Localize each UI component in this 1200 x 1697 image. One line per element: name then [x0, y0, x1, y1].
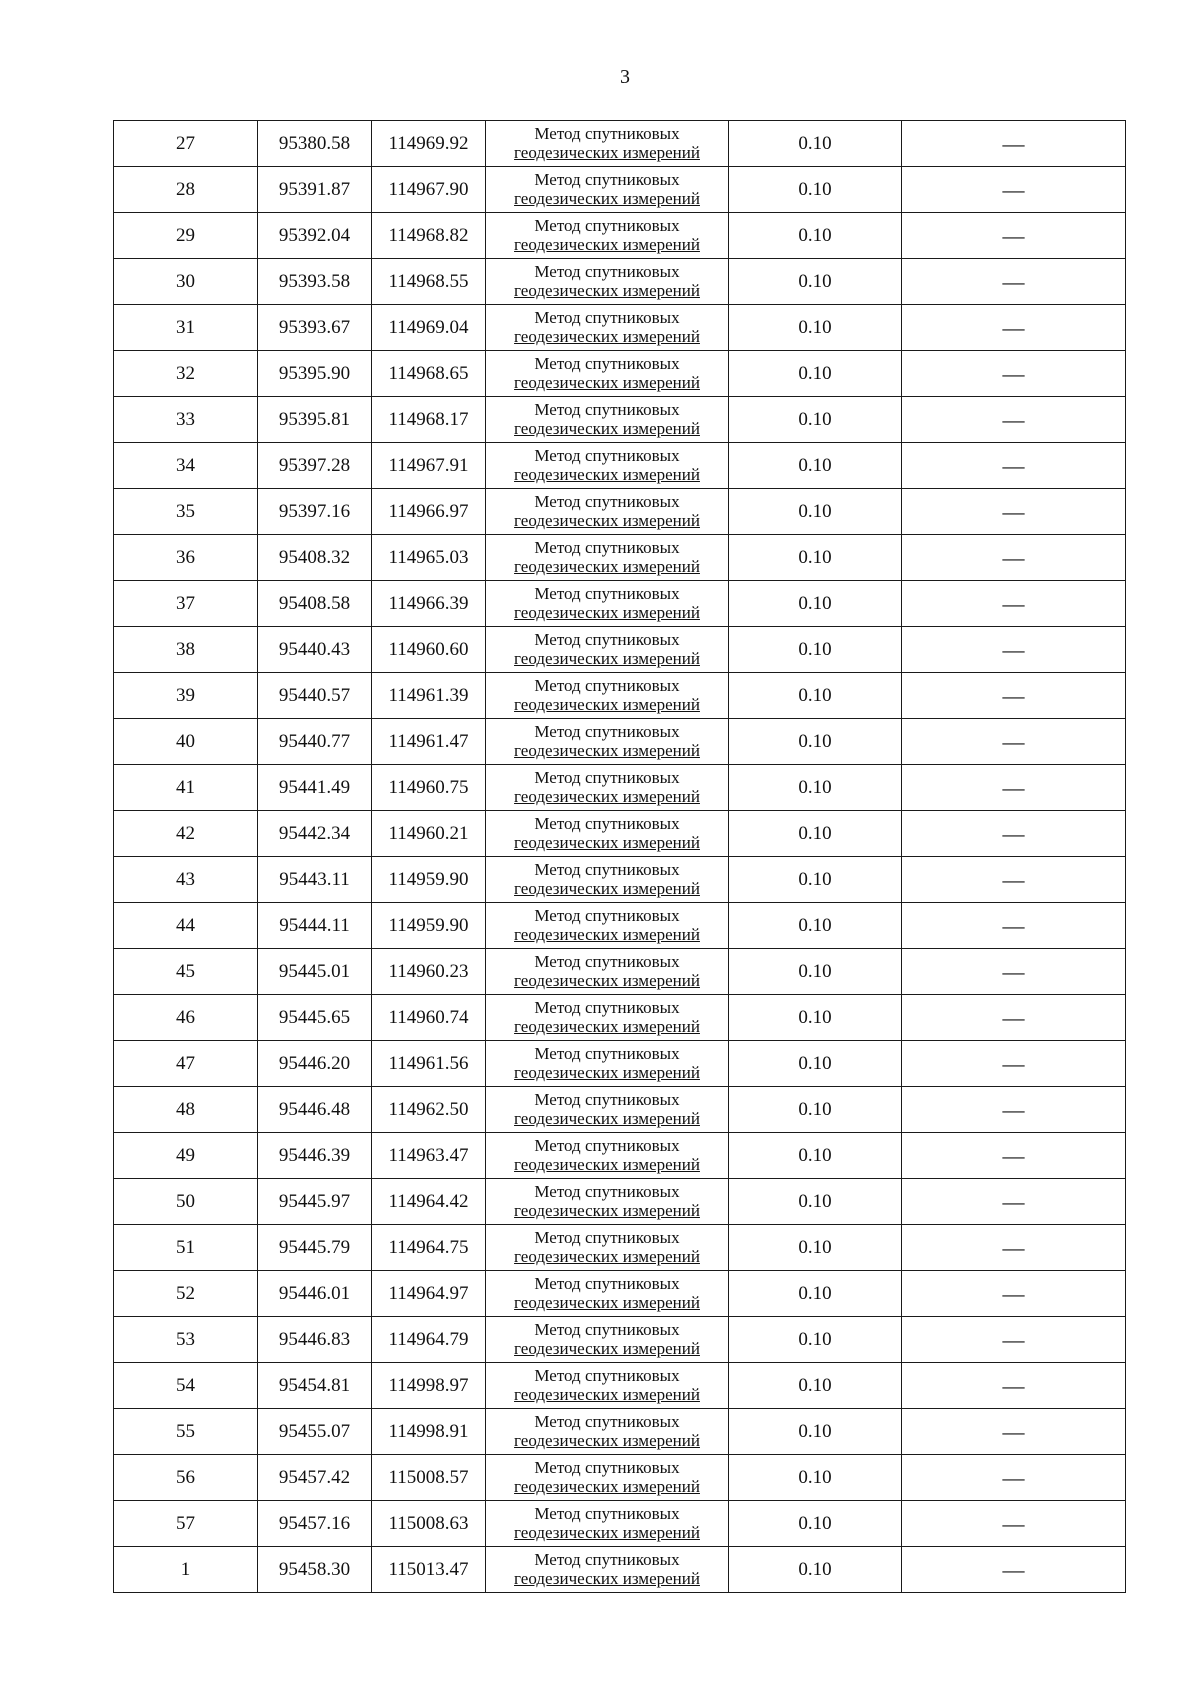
method-line-1: Метод спутниковых: [534, 492, 680, 512]
method-line-2: геодезических измерений: [514, 1338, 700, 1358]
note-cell: —: [902, 1133, 1126, 1179]
point-number-cell: 35: [114, 489, 258, 535]
y-coordinate-cell: 114961.47: [372, 719, 486, 765]
table-row: [114, 1363, 1126, 1409]
point-number-cell: 41: [114, 765, 258, 811]
method-line-1: Метод спутниковых: [534, 124, 680, 144]
table-row: [114, 949, 1126, 995]
method-line-1: Метод спутниковых: [534, 1228, 680, 1248]
method-cell: [486, 443, 729, 489]
x-coordinate-cell: 95397.28: [258, 443, 372, 489]
x-coordinate-cell: 95454.81: [258, 1363, 372, 1409]
point-number-cell: 42: [114, 811, 258, 857]
y-coordinate-cell: 114960.60: [372, 627, 486, 673]
y-coordinate-cell: 114964.79: [372, 1317, 486, 1363]
x-coordinate-cell: 95440.57: [258, 673, 372, 719]
method-cell: [486, 305, 729, 351]
point-number-cell: 1: [114, 1547, 258, 1593]
method-line-1: Метод спутниковых: [534, 1044, 680, 1064]
method-line-1: Метод спутниковых: [534, 998, 680, 1018]
accuracy-cell: 0.10: [729, 627, 902, 673]
method-cell: [486, 1271, 729, 1317]
note-cell: —: [902, 1547, 1126, 1593]
point-number-cell: 40: [114, 719, 258, 765]
method-line-1: Метод спутниковых: [534, 1458, 680, 1478]
method-line-2: геодезических измерений: [514, 510, 700, 530]
point-number-cell: 38: [114, 627, 258, 673]
method-line-2: геодезических измерений: [514, 740, 700, 760]
note-cell: —: [902, 949, 1126, 995]
y-coordinate-cell: 114960.21: [372, 811, 486, 857]
method-cell: [486, 1455, 729, 1501]
x-coordinate-cell: 95443.11: [258, 857, 372, 903]
table-row: [114, 1409, 1126, 1455]
accuracy-cell: 0.10: [729, 1041, 902, 1087]
accuracy-cell: 0.10: [729, 259, 902, 305]
y-coordinate-cell: 114964.42: [372, 1179, 486, 1225]
x-coordinate-cell: 95445.79: [258, 1225, 372, 1271]
method-line-2: геодезических измерений: [514, 1200, 700, 1220]
note-cell: —: [902, 167, 1126, 213]
method-line-2: геодезических измерений: [514, 1522, 700, 1542]
point-number-cell: 56: [114, 1455, 258, 1501]
table-row: [114, 1455, 1126, 1501]
note-cell: —: [902, 857, 1126, 903]
method-line-1: Метод спутниковых: [534, 1320, 680, 1340]
method-line-2: геодезических измерений: [514, 234, 700, 254]
note-cell: —: [902, 305, 1126, 351]
note-cell: —: [902, 121, 1126, 167]
point-number-cell: 57: [114, 1501, 258, 1547]
note-cell: —: [902, 627, 1126, 673]
accuracy-cell: 0.10: [729, 1455, 902, 1501]
method-line-2: геодезических измерений: [514, 464, 700, 484]
table-row: [114, 121, 1126, 167]
note-cell: —: [902, 1455, 1126, 1501]
y-coordinate-cell: 114960.75: [372, 765, 486, 811]
accuracy-cell: 0.10: [729, 1225, 902, 1271]
point-number-cell: 52: [114, 1271, 258, 1317]
method-line-1: Метод спутниковых: [534, 1412, 680, 1432]
table-row: [114, 1271, 1126, 1317]
note-cell: —: [902, 1501, 1126, 1547]
table-row: [114, 627, 1126, 673]
y-coordinate-cell: 114969.04: [372, 305, 486, 351]
table-row: [114, 1317, 1126, 1363]
point-number-cell: 47: [114, 1041, 258, 1087]
method-line-2: геодезических измерений: [514, 786, 700, 806]
method-line-2: геодезических измерений: [514, 694, 700, 714]
method-cell: [486, 167, 729, 213]
method-line-2: геодезических измерений: [514, 1430, 700, 1450]
method-cell: [486, 627, 729, 673]
accuracy-cell: 0.10: [729, 765, 902, 811]
method-cell: [486, 949, 729, 995]
method-line-1: Метод спутниковых: [534, 1366, 680, 1386]
point-number-cell: 37: [114, 581, 258, 627]
point-number-cell: 33: [114, 397, 258, 443]
note-cell: —: [902, 213, 1126, 259]
table-row: [114, 1087, 1126, 1133]
note-cell: —: [902, 1225, 1126, 1271]
method-line-1: Метод спутниковых: [534, 814, 680, 834]
method-cell: [486, 489, 729, 535]
method-line-2: геодезических измерений: [514, 1384, 700, 1404]
accuracy-cell: 0.10: [729, 673, 902, 719]
method-line-1: Метод спутниковых: [534, 446, 680, 466]
note-cell: —: [902, 397, 1126, 443]
accuracy-cell: 0.10: [729, 581, 902, 627]
accuracy-cell: 0.10: [729, 1501, 902, 1547]
method-cell: [486, 535, 729, 581]
y-coordinate-cell: 114959.90: [372, 857, 486, 903]
method-line-1: Метод спутниковых: [534, 1550, 680, 1570]
method-line-2: геодезических измерений: [514, 878, 700, 898]
point-number-cell: 49: [114, 1133, 258, 1179]
x-coordinate-cell: 95440.43: [258, 627, 372, 673]
note-cell: —: [902, 443, 1126, 489]
method-line-2: геодезических измерений: [514, 970, 700, 990]
point-number-cell: 50: [114, 1179, 258, 1225]
method-cell: [486, 1547, 729, 1593]
accuracy-cell: 0.10: [729, 1179, 902, 1225]
method-line-1: Метод спутниковых: [534, 860, 680, 880]
x-coordinate-cell: 95446.01: [258, 1271, 372, 1317]
y-coordinate-cell: 114962.50: [372, 1087, 486, 1133]
method-cell: [486, 259, 729, 305]
table-row: [114, 1225, 1126, 1271]
method-line-1: Метод спутниковых: [534, 262, 680, 282]
x-coordinate-cell: 95445.65: [258, 995, 372, 1041]
note-cell: —: [902, 1317, 1126, 1363]
method-line-1: Метод спутниковых: [534, 170, 680, 190]
table-row: [114, 397, 1126, 443]
y-coordinate-cell: 115008.57: [372, 1455, 486, 1501]
method-line-2: геодезических измерений: [514, 142, 700, 162]
method-cell: [486, 213, 729, 259]
note-cell: —: [902, 765, 1126, 811]
table-row: [114, 443, 1126, 489]
point-number-cell: 44: [114, 903, 258, 949]
method-line-1: Метод спутниковых: [534, 1504, 680, 1524]
method-line-2: геодезических измерений: [514, 1062, 700, 1082]
y-coordinate-cell: 114960.23: [372, 949, 486, 995]
note-cell: —: [902, 1087, 1126, 1133]
y-coordinate-cell: 114967.91: [372, 443, 486, 489]
method-line-1: Метод спутниковых: [534, 1182, 680, 1202]
method-cell: [486, 1133, 729, 1179]
method-line-1: Метод спутниковых: [534, 1090, 680, 1110]
method-line-1: Метод спутниковых: [534, 768, 680, 788]
table-row: [114, 995, 1126, 1041]
table-row: [114, 489, 1126, 535]
coordinates-table: [113, 120, 1126, 1593]
method-line-2: геодезических измерений: [514, 188, 700, 208]
page-number: 3: [620, 66, 630, 88]
x-coordinate-cell: 95408.32: [258, 535, 372, 581]
method-line-2: геодезических измерений: [514, 1016, 700, 1036]
x-coordinate-cell: 95446.20: [258, 1041, 372, 1087]
method-cell: [486, 673, 729, 719]
table-row: [114, 213, 1126, 259]
table-row: [114, 903, 1126, 949]
method-line-1: Метод спутниковых: [534, 584, 680, 604]
point-number-cell: 36: [114, 535, 258, 581]
point-number-cell: 48: [114, 1087, 258, 1133]
method-cell: [486, 1363, 729, 1409]
note-cell: —: [902, 1271, 1126, 1317]
accuracy-cell: 0.10: [729, 857, 902, 903]
point-number-cell: 43: [114, 857, 258, 903]
method-line-2: геодезических измерений: [514, 326, 700, 346]
y-coordinate-cell: 114961.56: [372, 1041, 486, 1087]
method-line-2: геодезических измерений: [514, 280, 700, 300]
x-coordinate-cell: 95455.07: [258, 1409, 372, 1455]
method-cell: [486, 903, 729, 949]
note-cell: —: [902, 351, 1126, 397]
method-line-2: геодезических измерений: [514, 556, 700, 576]
y-coordinate-cell: 114968.65: [372, 351, 486, 397]
method-cell: [486, 719, 729, 765]
y-coordinate-cell: 114961.39: [372, 673, 486, 719]
table-row: [114, 167, 1126, 213]
x-coordinate-cell: 95446.48: [258, 1087, 372, 1133]
method-cell: [486, 121, 729, 167]
method-cell: [486, 1225, 729, 1271]
method-line-1: Метод спутниковых: [534, 1274, 680, 1294]
table-row: [114, 1041, 1126, 1087]
method-cell: [486, 1317, 729, 1363]
x-coordinate-cell: 95380.58: [258, 121, 372, 167]
accuracy-cell: 0.10: [729, 1271, 902, 1317]
table-row: [114, 673, 1126, 719]
note-cell: —: [902, 535, 1126, 581]
y-coordinate-cell: 114965.03: [372, 535, 486, 581]
x-coordinate-cell: 95445.97: [258, 1179, 372, 1225]
method-line-1: Метод спутниковых: [534, 308, 680, 328]
point-number-cell: 29: [114, 213, 258, 259]
x-coordinate-cell: 95391.87: [258, 167, 372, 213]
point-number-cell: 46: [114, 995, 258, 1041]
accuracy-cell: 0.10: [729, 213, 902, 259]
note-cell: —: [902, 995, 1126, 1041]
method-cell: [486, 765, 729, 811]
table-row: [114, 1501, 1126, 1547]
x-coordinate-cell: 95445.01: [258, 949, 372, 995]
x-coordinate-cell: 95392.04: [258, 213, 372, 259]
method-cell: [486, 1179, 729, 1225]
note-cell: —: [902, 903, 1126, 949]
method-line-2: геодезических измерений: [514, 1292, 700, 1312]
y-coordinate-cell: 114969.92: [372, 121, 486, 167]
accuracy-cell: 0.10: [729, 1087, 902, 1133]
method-line-2: геодезических измерений: [514, 1154, 700, 1174]
x-coordinate-cell: 95446.83: [258, 1317, 372, 1363]
method-cell: [486, 1409, 729, 1455]
table-row: [114, 305, 1126, 351]
y-coordinate-cell: 115008.63: [372, 1501, 486, 1547]
table-row: [114, 581, 1126, 627]
note-cell: —: [902, 1179, 1126, 1225]
coordinates-table-body: [114, 121, 1126, 1593]
x-coordinate-cell: 95393.58: [258, 259, 372, 305]
x-coordinate-cell: 95397.16: [258, 489, 372, 535]
method-cell: [486, 1501, 729, 1547]
x-coordinate-cell: 95441.49: [258, 765, 372, 811]
point-number-cell: 28: [114, 167, 258, 213]
table-row: [114, 1547, 1126, 1593]
method-line-1: Метод спутниковых: [534, 722, 680, 742]
table-row: [114, 719, 1126, 765]
method-line-2: геодезических измерений: [514, 602, 700, 622]
x-coordinate-cell: 95442.34: [258, 811, 372, 857]
x-coordinate-cell: 95395.90: [258, 351, 372, 397]
accuracy-cell: 0.10: [729, 903, 902, 949]
method-cell: [486, 397, 729, 443]
x-coordinate-cell: 95444.11: [258, 903, 372, 949]
accuracy-cell: 0.10: [729, 719, 902, 765]
point-number-cell: 32: [114, 351, 258, 397]
point-number-cell: 55: [114, 1409, 258, 1455]
table-row: [114, 811, 1126, 857]
point-number-cell: 30: [114, 259, 258, 305]
table-row: [114, 1179, 1126, 1225]
y-coordinate-cell: 114966.39: [372, 581, 486, 627]
accuracy-cell: 0.10: [729, 995, 902, 1041]
accuracy-cell: 0.10: [729, 949, 902, 995]
note-cell: —: [902, 673, 1126, 719]
method-line-1: Метод спутниковых: [534, 216, 680, 236]
y-coordinate-cell: 114998.97: [372, 1363, 486, 1409]
point-number-cell: 31: [114, 305, 258, 351]
method-line-2: геодезических измерений: [514, 1476, 700, 1496]
x-coordinate-cell: 95457.16: [258, 1501, 372, 1547]
table-row: [114, 259, 1126, 305]
x-coordinate-cell: 95458.30: [258, 1547, 372, 1593]
note-cell: —: [902, 1041, 1126, 1087]
x-coordinate-cell: 95457.42: [258, 1455, 372, 1501]
method-line-1: Метод спутниковых: [534, 906, 680, 926]
method-line-1: Метод спутниковых: [534, 952, 680, 972]
method-line-1: Метод спутниковых: [534, 538, 680, 558]
method-line-2: геодезических измерений: [514, 1568, 700, 1588]
accuracy-cell: 0.10: [729, 489, 902, 535]
method-line-2: геодезических измерений: [514, 648, 700, 668]
accuracy-cell: 0.10: [729, 1547, 902, 1593]
note-cell: —: [902, 1409, 1126, 1455]
note-cell: —: [902, 259, 1126, 305]
point-number-cell: 54: [114, 1363, 258, 1409]
method-line-1: Метод спутниковых: [534, 400, 680, 420]
y-coordinate-cell: 114968.17: [372, 397, 486, 443]
method-cell: [486, 1087, 729, 1133]
x-coordinate-cell: 95395.81: [258, 397, 372, 443]
accuracy-cell: 0.10: [729, 535, 902, 581]
x-coordinate-cell: 95408.58: [258, 581, 372, 627]
x-coordinate-cell: 95393.67: [258, 305, 372, 351]
method-cell: [486, 581, 729, 627]
method-line-2: геодезических измерений: [514, 372, 700, 392]
method-line-2: геодезических измерений: [514, 418, 700, 438]
table-row: [114, 351, 1126, 397]
y-coordinate-cell: 114960.74: [372, 995, 486, 1041]
table-row: [114, 535, 1126, 581]
note-cell: —: [902, 719, 1126, 765]
y-coordinate-cell: 114967.90: [372, 167, 486, 213]
y-coordinate-cell: 114966.97: [372, 489, 486, 535]
point-number-cell: 39: [114, 673, 258, 719]
accuracy-cell: 0.10: [729, 443, 902, 489]
x-coordinate-cell: 95440.77: [258, 719, 372, 765]
method-cell: [486, 857, 729, 903]
method-line-1: Метод спутниковых: [534, 1136, 680, 1156]
accuracy-cell: 0.10: [729, 121, 902, 167]
y-coordinate-cell: 114968.55: [372, 259, 486, 305]
accuracy-cell: 0.10: [729, 1409, 902, 1455]
accuracy-cell: 0.10: [729, 811, 902, 857]
method-cell: [486, 351, 729, 397]
method-line-1: Метод спутниковых: [534, 676, 680, 696]
note-cell: —: [902, 489, 1126, 535]
y-coordinate-cell: 114963.47: [372, 1133, 486, 1179]
point-number-cell: 27: [114, 121, 258, 167]
y-coordinate-cell: 114968.82: [372, 213, 486, 259]
method-cell: [486, 995, 729, 1041]
point-number-cell: 53: [114, 1317, 258, 1363]
table-row: [114, 857, 1126, 903]
accuracy-cell: 0.10: [729, 1133, 902, 1179]
method-line-1: Метод спутниковых: [534, 354, 680, 374]
accuracy-cell: 0.10: [729, 305, 902, 351]
note-cell: —: [902, 581, 1126, 627]
accuracy-cell: 0.10: [729, 167, 902, 213]
y-coordinate-cell: 114998.91: [372, 1409, 486, 1455]
y-coordinate-cell: 114959.90: [372, 903, 486, 949]
method-line-2: геодезических измерений: [514, 1108, 700, 1128]
note-cell: —: [902, 811, 1126, 857]
y-coordinate-cell: 114964.97: [372, 1271, 486, 1317]
y-coordinate-cell: 115013.47: [372, 1547, 486, 1593]
point-number-cell: 51: [114, 1225, 258, 1271]
note-cell: —: [902, 1363, 1126, 1409]
y-coordinate-cell: 114964.75: [372, 1225, 486, 1271]
x-coordinate-cell: 95446.39: [258, 1133, 372, 1179]
point-number-cell: 45: [114, 949, 258, 995]
accuracy-cell: 0.10: [729, 397, 902, 443]
accuracy-cell: 0.10: [729, 351, 902, 397]
method-line-2: геодезических измерений: [514, 1246, 700, 1266]
method-cell: [486, 811, 729, 857]
method-cell: [486, 1041, 729, 1087]
method-line-2: геодезических измерений: [514, 832, 700, 852]
table-row: [114, 765, 1126, 811]
method-line-1: Метод спутниковых: [534, 630, 680, 650]
accuracy-cell: 0.10: [729, 1317, 902, 1363]
method-line-2: геодезических измерений: [514, 924, 700, 944]
point-number-cell: 34: [114, 443, 258, 489]
accuracy-cell: 0.10: [729, 1363, 902, 1409]
table-row: [114, 1133, 1126, 1179]
